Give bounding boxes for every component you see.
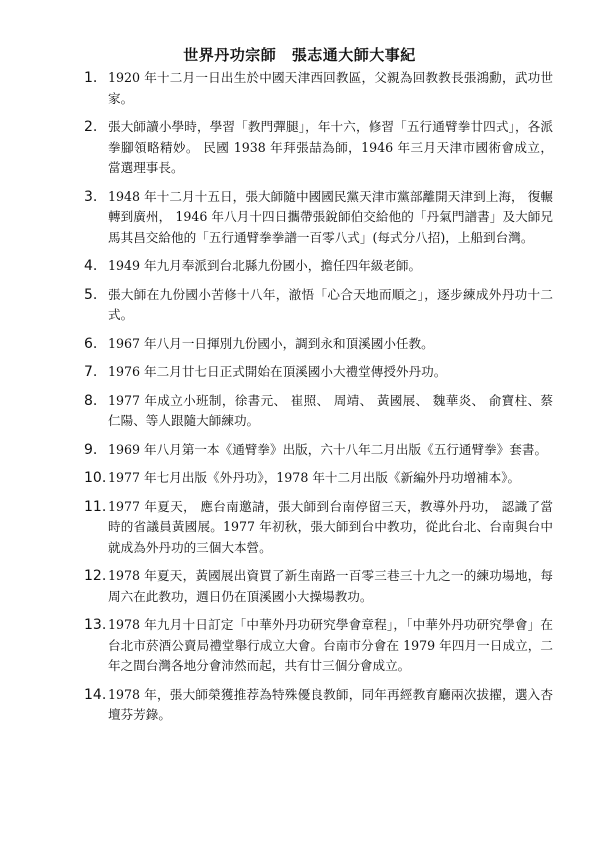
- list-item-text: 1978 年九月十日訂定「中華外丹功研究學會章程」，「中華外丹功研究學會」在台北市菸酒公賣局禮堂舉行成立大會。台南市分會在 1979 年四月一日成立，二年之間台灣各地分會沛然而起，共有廿三個分會成立。: [108, 617, 553, 673]
- list-item-text: 1978 年夏天，黃國展出資買了新生南路一百零三巷三十九之一的練功場地，每周六在此教功，週日仍在頂溪國小大操場教功。: [108, 568, 553, 604]
- list-item-number: 13.: [84, 617, 107, 633]
- list-item-number: 1.: [84, 70, 98, 86]
- list-item-text: 1920 年十二月一日出生於中國天津西回教區，父親為回教教長張鴻勳，武功世家。: [108, 70, 553, 106]
- list-item-number: 6.: [84, 335, 98, 352]
- list-item-text: 1977 年夏天， 應台南邀請，張大師到台南停留三天，教導外丹功， 認識了當時的省議員黃國展。1977 年初秋，張大師到台中教功，從此台北、台南與台中就成為外丹功的三個大本營。: [108, 498, 553, 555]
- list-item-text: 1948 年十二月十五日，張大師隨中國國民黨天津市黨部離開天津到上海， 復輾轉到廣州， 1946 年八月十四日攜帶張銳師伯交給他的「丹氣門譜書」及大師兄馬其昌交給他的「五行通臂拳拳譜一百零八式」(每式分八招)，上船到台灣。: [108, 188, 553, 245]
- list-item-text: 張大師在九份國小苦修十八年，澈悟「心合天地而順之」，逐步練成外丹功十二式。: [108, 286, 553, 322]
- list-item: [0, 615, 599, 677]
- list-item-number: 8.: [84, 392, 98, 409]
- list-item-number: 10.: [84, 470, 107, 486]
- event-list: [0, 68, 599, 734]
- list-item-text: 1977 年七月出版《外丹功》，1978 年十二月出版《新編外丹功增補本》。: [108, 470, 521, 485]
- list-item: [0, 468, 599, 489]
- list-item: [0, 68, 599, 109]
- list-item: [0, 256, 599, 277]
- list-item-number: 11.: [84, 498, 107, 515]
- list-item-text: 1977 年成立小班制，徐書元、 崔照、 周靖、 黃國展、 魏華炎、 俞寶柱、蔡仁陽、等人跟隨大師練功。: [108, 392, 553, 428]
- list-item-number: 7.: [84, 364, 98, 380]
- list-item: [0, 440, 599, 461]
- list-item-text: 1978 年，張大師榮獲推荐為特殊優良教師，同年再經教育廳兩次拔擢，選入杏壇芬芳錄。: [108, 686, 553, 722]
- list-item-text: 1967 年八月一日揮別九份國小，調到永和頂溪國小任教。: [108, 335, 434, 351]
- list-item-text: 1969 年八月第一本《通臂拳》出版，六十八年二月出版《五行通臂拳》套書。: [108, 441, 548, 457]
- list-item-number: 9.: [84, 441, 98, 458]
- list-item-number: 2.: [84, 119, 98, 135]
- list-item-number: 14.: [84, 686, 107, 703]
- list-item-text: 1949 年九月奉派到台北縣九份國小，擔任四年級老師。: [108, 258, 422, 273]
- list-item: [0, 187, 599, 249]
- list-item: [0, 362, 599, 383]
- list-item: [0, 391, 599, 432]
- list-item-number: 3.: [84, 188, 98, 205]
- list-item: [0, 285, 599, 326]
- list-item-text: 張大師讀小學時，學習「教門彈腿」，年十六，修習「五行通臂拳廿四式」，各派拳腳領略精妙。 民國 1938 年拜張喆為師，1946 年三月天津市國術會成立，當選理事長。: [108, 119, 553, 175]
- list-item-number: 4.: [84, 258, 98, 274]
- list-item: [0, 685, 599, 726]
- list-item-text: 1976 年二月廿七日正式開始在頂溪國小大禮堂傳授外丹功。: [108, 364, 447, 379]
- list-item: [0, 566, 599, 607]
- list-item: [0, 334, 599, 355]
- document-title: 世界丹功宗師 張志通大師大事紀: [183, 46, 416, 64]
- list-item: [0, 497, 599, 559]
- list-item-number: 12.: [84, 568, 107, 584]
- list-item-number: 5.: [84, 286, 98, 303]
- list-item: [0, 117, 599, 179]
